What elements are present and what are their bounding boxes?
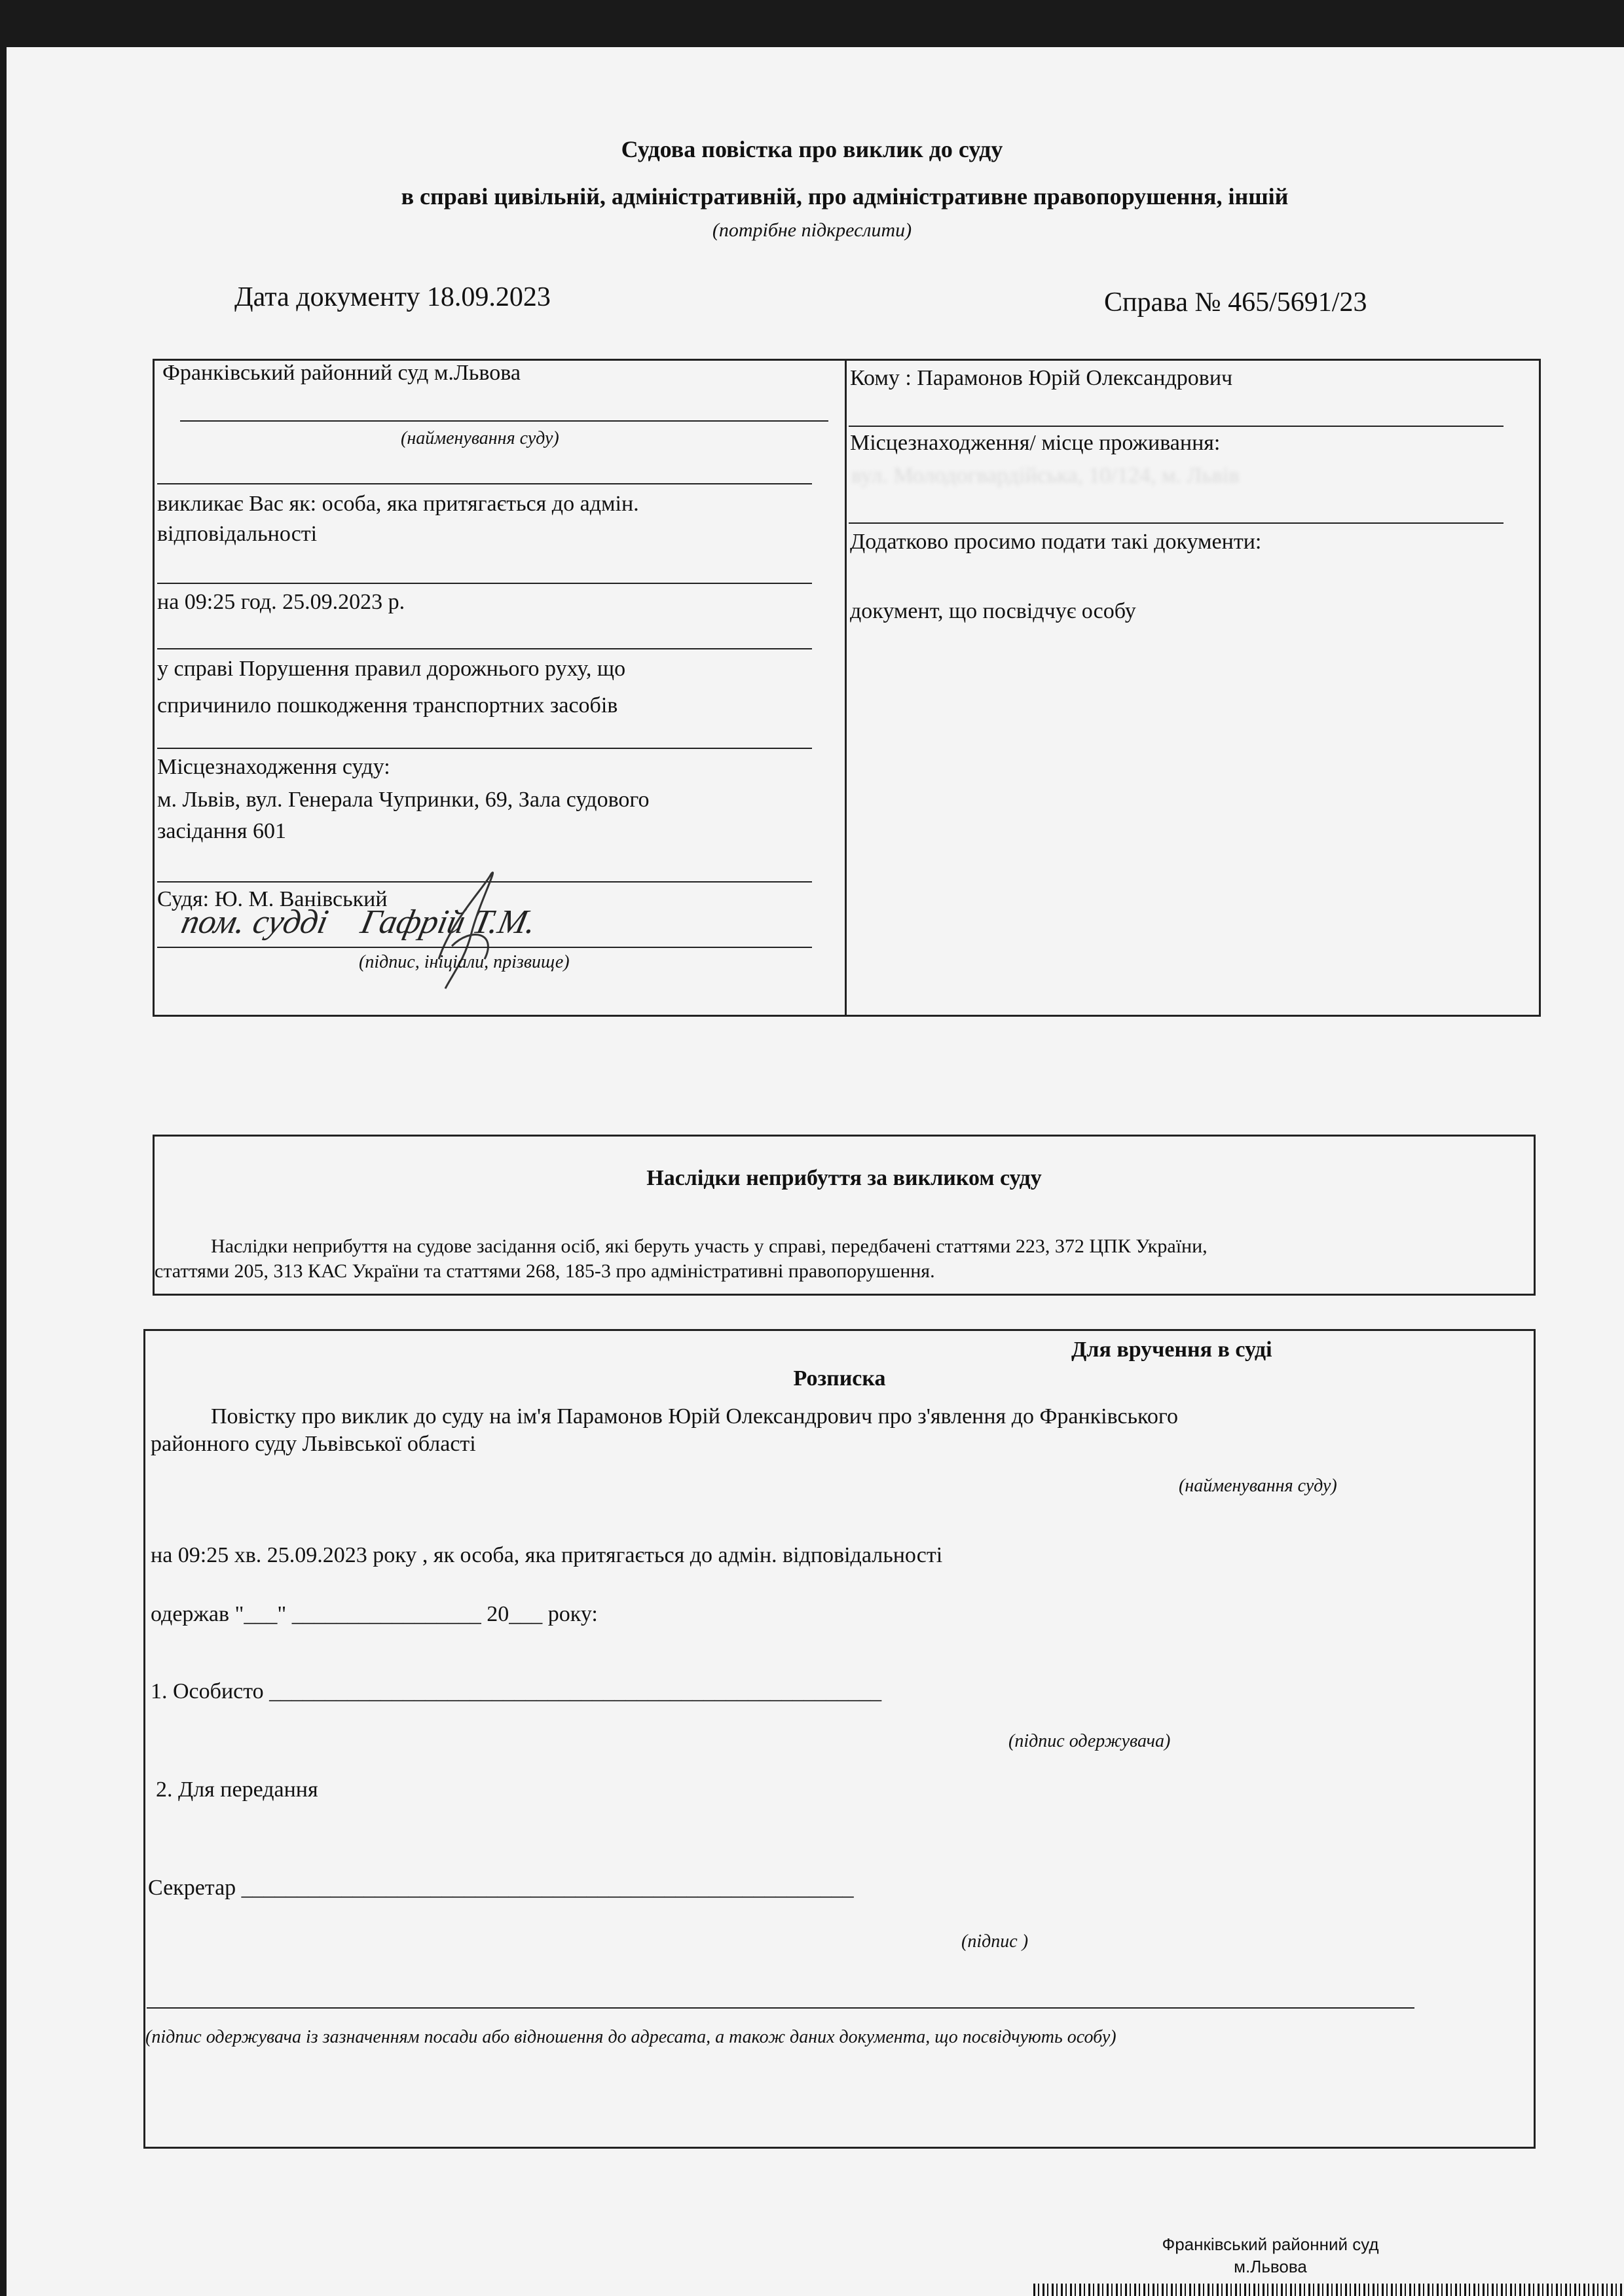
signature-line: [157, 947, 812, 948]
barcode: [1033, 2284, 1624, 2296]
receipt-line2: районного суду Львівської області: [151, 1432, 476, 1456]
court-name: Франківський районний суд м.Львова: [162, 361, 521, 385]
court-name-caption: (найменування суду): [401, 428, 559, 448]
document-date: Дата документу 18.09.2023: [234, 282, 551, 312]
residence-label: Місцезнаходження/ місце проживання:: [850, 431, 1221, 455]
divider: [157, 583, 812, 584]
divider: [157, 748, 812, 749]
court-location-line2: засідання 601: [157, 819, 286, 843]
title-line2: в справі цивільній, адміністративній, про адміністративне правопорушення, іншій: [401, 183, 1289, 210]
divider: [157, 648, 812, 649]
summons-as-line1: викликає Вас як: особа, яка притягається до адмін.: [157, 492, 639, 516]
column-divider: [845, 359, 847, 1017]
signature-caption: (підпис, ініціали, прізвище): [359, 952, 570, 972]
for-court-delivery: Для вручення в суді: [1071, 1338, 1272, 1362]
stamp-line2: м.Львова: [1234, 2257, 1307, 2276]
title-line1: Судова повістка про виклик до суду: [621, 136, 1003, 162]
secretary-line: Секретар _______________________________________________________: [148, 1876, 854, 1900]
hearing-time: на 09:25 год. 25.09.2023 р.: [157, 590, 405, 614]
receipt-court-caption: (найменування суду): [1179, 1476, 1337, 1496]
documents-label: Додатково просимо подати такі документи:: [850, 530, 1262, 554]
consequences-text-line1: Наслідки неприбуття на судове засідання осіб, які беруть участь у справі, передбачені статтями 223, 372 ЦПК України,: [211, 1235, 1208, 1257]
court-location-line1: м. Львів, вул. Генерала Чупринки, 69, Зала судового: [157, 788, 650, 812]
divider: [849, 522, 1504, 524]
divider: [157, 483, 812, 484]
secretary-signature-caption: (підпис ): [961, 1931, 1029, 1952]
stamp-line1: Франківський районний суд: [1162, 2234, 1379, 2254]
receipt-title: Розписка: [793, 1366, 886, 1391]
receipt-line1: Повістку про виклик до суду на ім'я Парамонов Юрій Олександрович про з'явлення до Франківського: [211, 1404, 1178, 1429]
case-subject-line2: спричинило пошкодження транспортних засобів: [157, 693, 618, 718]
case-number: Справа № 465/5691/23: [1104, 287, 1367, 318]
consequences-text-line2: статтями 205, 313 КАС України та статтями 268, 185-3 про адміністративні правопорушення.: [155, 1260, 935, 1282]
footer-caption: (підпис одержувача із зазначенням посади або відношення до адресата, а також даних документа, що посвідчують особу): [145, 2027, 1116, 2047]
summons-as-line2: відповідальності: [157, 522, 318, 546]
received-date-line: одержав "___" _________________ 20___ року:: [151, 1602, 598, 1626]
divider: [849, 426, 1504, 427]
transfer-label: 2. Для передання: [156, 1777, 318, 1802]
recipient-name: Кому : Парамонов Юрій Олександрович: [850, 366, 1233, 390]
divider: [180, 420, 828, 422]
residence-value: вул. Молодогвардійська, 10/124, м. Львів: [851, 464, 1240, 488]
footer-signature-line: [147, 2007, 1414, 2009]
judge-name: Судя: Ю. М. Ванівський: [157, 887, 388, 911]
personal-receipt-line: 1. Особисто _______________________________________________________: [151, 1679, 882, 1704]
documents-value: документ, що посвідчує особу: [850, 599, 1136, 623]
court-location-label: Місцезнаходження суду:: [157, 755, 390, 779]
recipient-signature-caption: (підпис одержувача): [1008, 1731, 1171, 1751]
subtitle: (потрібне підкреслити): [712, 219, 912, 241]
handwritten-signature: пом. судді Гафрій Т.М.: [178, 903, 540, 941]
receipt-time-line: на 09:25 хв. 25.09.2023 року , як особа, яка притягається до адмін. відповідальності: [151, 1543, 943, 1567]
case-subject-line1: у справі Порушення правил дорожнього руху, що: [157, 657, 626, 681]
consequences-title: Наслідки неприбуття за викликом суду: [646, 1166, 1042, 1190]
